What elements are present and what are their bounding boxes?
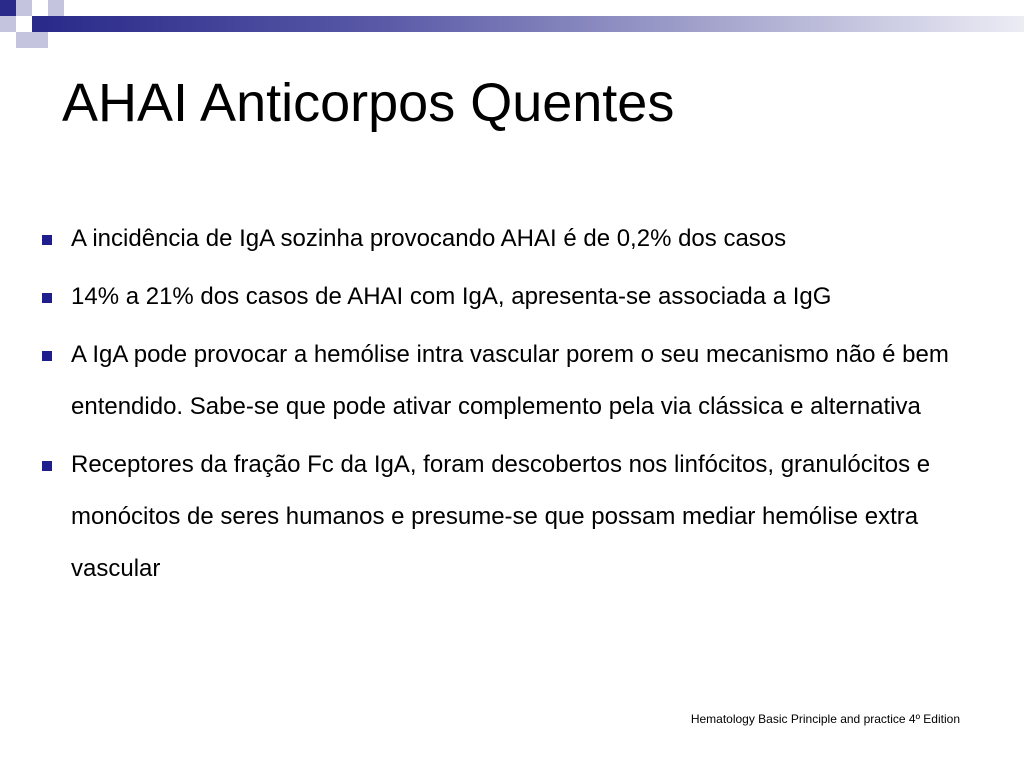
header-square <box>32 32 48 48</box>
bullet-item <box>42 271 1002 323</box>
bullet-item <box>42 213 1002 265</box>
header-square <box>32 16 48 32</box>
header-square <box>16 0 32 16</box>
bullet-item <box>42 439 1002 595</box>
square-bullet-icon <box>42 235 52 245</box>
square-bullet-icon <box>42 461 52 471</box>
square-bullet-icon <box>42 351 52 361</box>
square-bullet-icon <box>42 293 52 303</box>
header-square <box>16 16 32 32</box>
header-square <box>0 0 16 16</box>
header-square <box>0 16 16 32</box>
bullet-list <box>42 213 1002 595</box>
header-square <box>48 0 64 16</box>
bullet-text: A incidência de IgA sozinha provocando AHAI é de 0,2% dos casos <box>71 225 787 252</box>
footer-citation: Hematology Basic Principle and practice 4º Edition <box>690 712 960 726</box>
header-square <box>16 32 32 48</box>
slide-title: AHAI Anticorpos Quentes <box>62 73 675 133</box>
bullet-text: A IgA pode provocar a hemólise intra vascular porem o seu mecanismo não é bem entendido. Sabe-se que pode ativar complemento pela via clássica e alternativa <box>71 341 949 420</box>
header-decoration <box>0 0 1024 48</box>
bullet-text: 14% a 21% dos casos de AHAI com IgA, apresenta-se associada a IgG <box>71 283 832 310</box>
bullet-item <box>42 329 1002 433</box>
bullet-text: Receptores da fração Fc da IgA, foram descobertos nos linfócitos, granulócitos e monócitos de seres humanos e presume-se que possam mediar hemólise extra vascular <box>71 451 931 582</box>
header-square <box>32 0 48 16</box>
header-gradient-bar <box>44 16 1024 32</box>
